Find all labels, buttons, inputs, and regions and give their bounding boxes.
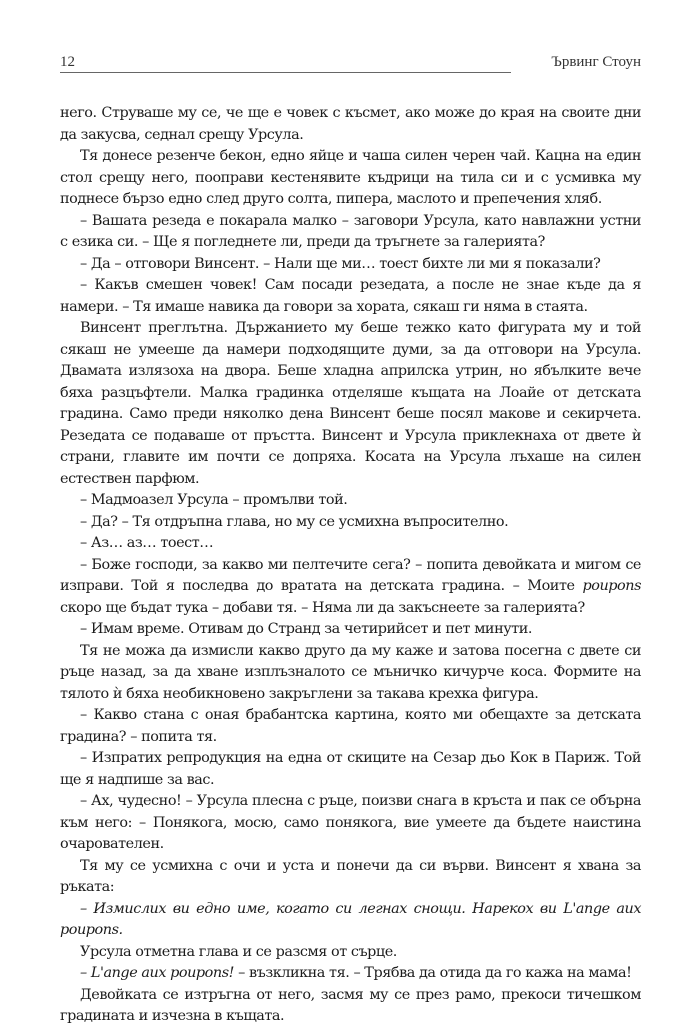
running-author: Ървинг Стоун (551, 54, 641, 70)
paragraph: – Вашата резеда е покарала малко – заговори Урсула, като навлажни устни с езика си. – Ще я погледнете ли, преди да тръгнете за галерията? (60, 212, 641, 250)
italic-text: – L'ange aux poupons! (80, 965, 234, 981)
paragraph: – Мадмоазел Урсула – промълви той. (80, 492, 348, 508)
paragraph: Урсула отметна глава и се разсмя от сърце. (80, 943, 397, 960)
paragraph: Винсент преглътна. Държанието му беше тежко като фигурата му и той сякаш не умееше да намери подходящите думи, за да отговори на Урсула. Двамата излязоха на двора. Беше хладна априлска утрин, но ябълките вече бяха разцъфтели. Малка градинка отделяше къщата на Лоайе от детската градина. Само преди няколко дена Винсент беше посял макове и секирчета. Резедата се подаваше от пръстта. Винсент и Урсула приклекнаха от двете ѝ страни, главите им почти се допряха. Косата на Урсула лъхаше на силен естествен парфюм. (60, 320, 641, 487)
running-header (60, 54, 641, 76)
body-text (60, 103, 641, 1028)
header-rule (60, 72, 511, 73)
page-number: 12 (60, 54, 75, 70)
text-run: – Боже господи, за какво ми пелтечите сега? – попита девойката и мигом се изправи. Той я последва до вратата на детската градина. – Моите (60, 556, 641, 594)
paragraph: Тя му се усмихна с очи и уста и понечи да си върви. Винсент я хвана за ръката: (60, 857, 641, 895)
paragraph (60, 963, 641, 985)
paragraph: Тя донесе резенче бекон, едно яйце и чаша силен черен чай. Кацна на един стол срещу него, пооправи кестенявите къдрици на тила си и с усмивка му поднесе бързо едно след друго солта, пипера, маслото и препечения хляб. (60, 148, 641, 207)
paragraph: него. Струваше му се, че ще е човек с късмет, ако може до края на своите дни да закусва, седнал срещу Урсула. (60, 105, 641, 143)
paragraph (60, 899, 641, 942)
text-run: – възкликна тя. – Трябва да отида да го кажа на мама! (238, 965, 632, 981)
paragraph: – Ах, чудесно! – Урсула плесна с ръце, поизви снага в кръста и пак се обърна към него: – Понякога, мосю, само понякога, вие умеете да бъдете наистина очарователен. (60, 793, 641, 852)
text-run: скоро ще бъдат тука – добави тя. – Няма ли да закъснеете за галерията? (60, 599, 585, 616)
paragraph: – Да – отговори Винсент. – Нали ще ми… тоест бихте ли ми я показали? (80, 255, 601, 272)
paragraph: – Аз… аз… тоест… (80, 535, 214, 551)
paragraph: – Какво стана с оная брабантска картина, която ми обещахте за детската градина? – попита тя. (60, 707, 641, 745)
paragraph: Девойката се изтръгна от него, засмя му се през рамо, прекоси тичешком градината и изчезна в къщата. (60, 986, 641, 1024)
paragraph: – Имам време. Отивам до Странд за четирийсет и пет минути. (80, 621, 533, 637)
paragraph: Тя не можа да измисли какво друго да му каже и затова посегна с двете си ръце назад, за да хване изплъзналото се мъничко кичурче коса. Формите на тялото ѝ бяха необикновено закръглени за такава крехка фигура. (60, 642, 641, 702)
paragraph: – Да? – Тя отдръпна глава, но му се усмихна въпросително. (80, 513, 509, 530)
paragraph: – Какъв смешен човек! Сам посади резедата, а после не знае къде да я намери. – Тя имаше навика да говори за хората, сякаш ги няма в стаята. (60, 277, 641, 315)
italic-text: – Измислих ви едно име, когато си легнах снощи. Нарекох ви L'ange aux poupons. (60, 900, 641, 938)
italic-text: poupons (582, 578, 642, 594)
paragraph: – Изпратих репродукция на една от скиците на Сезар дьо Кок в Париж. Той ще я надпише за вас. (60, 750, 641, 788)
paragraph (60, 555, 641, 620)
